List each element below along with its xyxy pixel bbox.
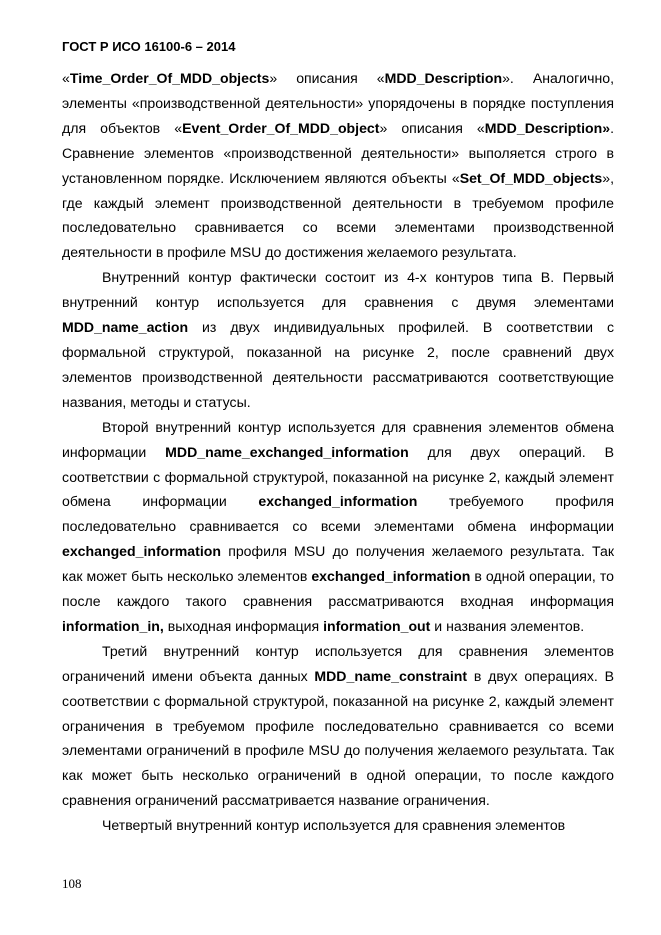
term: MDD_Description» xyxy=(484,119,611,136)
document-header: ГОСТ Р ИСО 16100-6 – 2014 xyxy=(62,39,236,54)
term: exchanged_information xyxy=(62,543,221,560)
term: MDD_name_constraint xyxy=(314,667,468,684)
term: exchanged_information xyxy=(311,568,471,585)
paragraph-2: Внутренний контур фактически состоит из 4-х контуров типа B. Первый внутренний контур используется для сравнения с двумя элементами MDD_name_action из двух индивидуальных профилей. В соответствии с формальной структурой, показанной на рисунке 2, после сравнений двух элементов производственной деятельности рассматриваются соответствующие названия, методы и статусы. xyxy=(62,269,614,410)
term: MDD_name_action xyxy=(62,319,189,336)
paragraph-5: Четвертый внутренний контур используется для сравнения элементов xyxy=(102,817,566,834)
term: exchanged_information xyxy=(258,493,418,510)
body-text xyxy=(62,66,614,838)
term: information_in, xyxy=(62,617,164,634)
term: Event_Order_Of_MDD_object xyxy=(182,119,380,136)
paragraph-3: Второй внутренний контур используется для сравнения элементов обмена информации MDD_name_exchanged_information для двух операций. В соответствии с формальной структурой, показанной на рисунке 2, каждый элемент обмена информации exchanged_information требуемого профиля последовательно сравнивается со всеми элементами обмена информации exchanged_information профиля MSU до получения желаемого результата. Так как может быть несколько элементов exchanged_information в одной операции, то после каждого такого сравнения рассматриваются входная информация information_in, выходная информация information_out и названия элементов. xyxy=(62,418,615,634)
page-number: 108 xyxy=(62,876,82,891)
paragraph-4: Третий внутренний контур используется для сравнения элементов ограничений имени объекта данных MDD_name_constraint в двух операциях. В соответствии с формальной структурой, показанной на рисунке 2, каждый элемент ограничения в требуемом профиле последовательно сравнивается со всеми элементами ограничений в профиле MSU до получения желаемого результата. Так как может быть несколько ограничений в одной операции, то после каждого сравнения ограничений рассматривается название ограничения. xyxy=(62,642,614,809)
term: Time_Order_Of_MDD_objects xyxy=(69,70,270,86)
paragraph-1: «Time_Order_Of_MDD_objects» описания «MDD_Description». Аналогично, элементы «производственной деятельности» упорядочены в порядке поступления для объектов «Event_Order_Of_MDD_object» описания «MDD_Description». Сравнение элементов «производственной деятельности» выполяется строго в установленном порядке. Исключением являются объекты «Set_Of_MDD_objects», где каждый элемент производственной деятельности в требуемом профиле последовательно сравнивается со всеми элементами производственной деятельности в профиле MSU до достижения желаемого результата. xyxy=(62,70,614,261)
term: MDD_Description xyxy=(384,70,503,86)
term: information_out xyxy=(323,617,431,634)
term: MDD_name_exchanged_information xyxy=(165,443,409,460)
term: Set_Of_MDD_objects xyxy=(459,169,603,186)
